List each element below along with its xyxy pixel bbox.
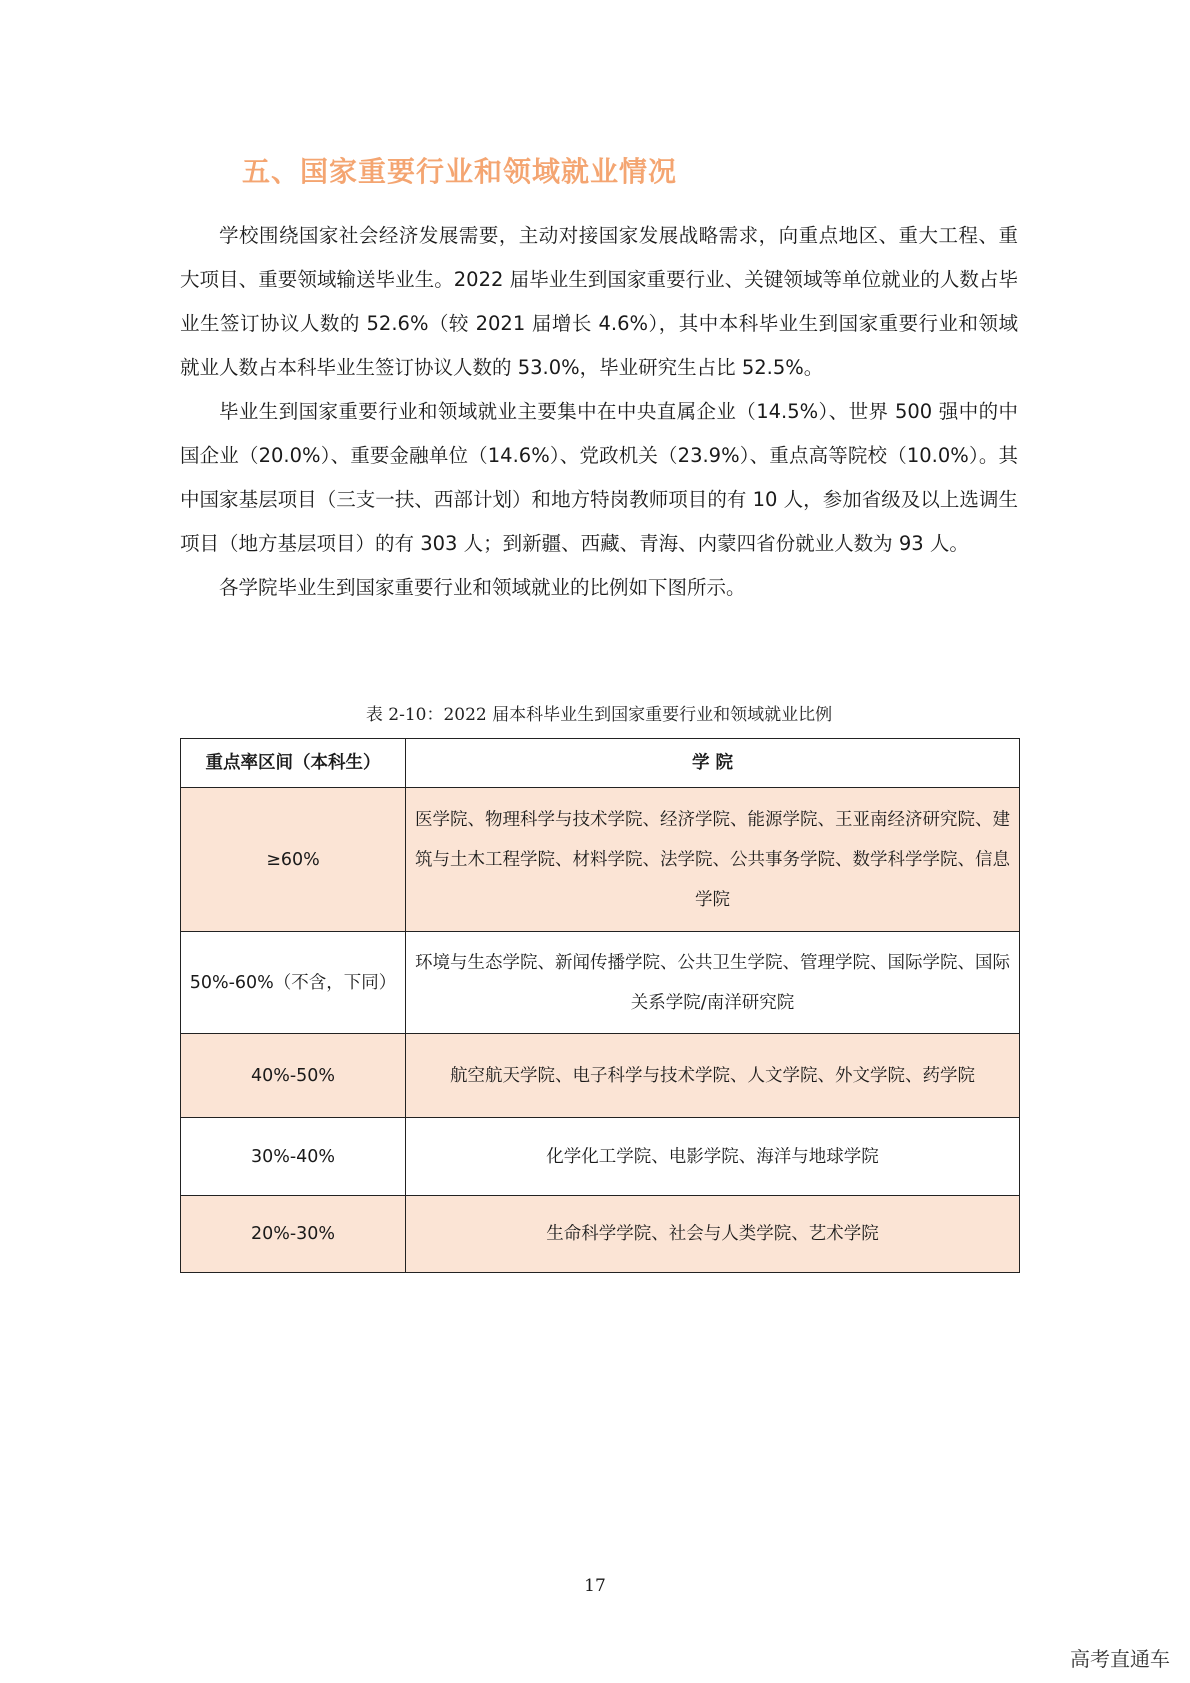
header-range: 重点率区间（本科生） [181, 739, 406, 788]
range-cell: 30%-40% [181, 1118, 406, 1196]
section-heading: 五、国家重要行业和领域就业情况 [242, 155, 678, 188]
employment-rate-table [180, 738, 1020, 1273]
colleges-cell: 航空航天学院、电子科学与技术学院、人文学院、外文学院、药学院 [406, 1034, 1020, 1118]
paragraph-2: 毕业生到国家重要行业和领域就业主要集中在中央直属企业（14.5%）、世界 500 强中的中国企业（20.0%）、重要金融单位（14.6%）、党政机关（23.9%）、重点高等院校（10.0%）。其中国家基层项目（三支一扶、西部计划）和地方特岗教师项目的有 10 人，参加省级及以上选调生项目（地方基层项目）的有 303 人；到新疆、西藏、青海、内蒙四省份就业人数为 93 人。 [180, 400, 1018, 555]
colleges-cell: 化学化工学院、电影学院、海洋与地球学院 [406, 1118, 1020, 1196]
range-cell: 40%-50% [181, 1034, 406, 1118]
header-colleges: 学 院 [406, 739, 1020, 788]
table-row [181, 1034, 1020, 1118]
body-text [180, 214, 1018, 610]
table-row [181, 932, 1020, 1034]
range-cell: 20%-30% [181, 1196, 406, 1273]
watermark: 高考直通车 [1070, 1647, 1170, 1671]
table-row [181, 1196, 1020, 1273]
table-header-row [181, 739, 1020, 788]
paragraph-3: 各学院毕业生到国家重要行业和领域就业的比例如下图所示。 [219, 576, 746, 599]
range-cell: ≥60% [181, 788, 406, 932]
range-cell: 50%-60%（不含，下同） [181, 932, 406, 1034]
table-row [181, 788, 1020, 932]
colleges-cell: 医学院、物理科学与技术学院、经济学院、能源学院、王亚南经济研究院、建筑与土木工程学院、材料学院、法学院、公共事务学院、数学科学学院、信息学院 [406, 788, 1020, 932]
paragraph-1: 学校围绕国家社会经济发展需要，主动对接国家发展战略需求，向重点地区、重大工程、重大项目、重要领域输送毕业生。2022 届毕业生到国家重要行业、关键领域等单位就业的人数占毕业生签订协议人数的 52.6%（较 2021 届增长 4.6%），其中本科毕业生到国家重要行业和领域就业人数占本科毕业生签订协议人数的 53.0%，毕业研究生占比 52.5%。 [180, 224, 1018, 379]
page-number: 17 [584, 1576, 606, 1596]
colleges-cell: 生命科学学院、社会与人类学院、艺术学院 [406, 1196, 1020, 1273]
table-row [181, 1118, 1020, 1196]
colleges-cell: 环境与生态学院、新闻传播学院、公共卫生学院、管理学院、国际学院、国际关系学院/南洋研究院 [406, 932, 1020, 1034]
table-caption: 表 2-10：2022 届本科毕业生到国家重要行业和领域就业比例 [365, 705, 833, 725]
